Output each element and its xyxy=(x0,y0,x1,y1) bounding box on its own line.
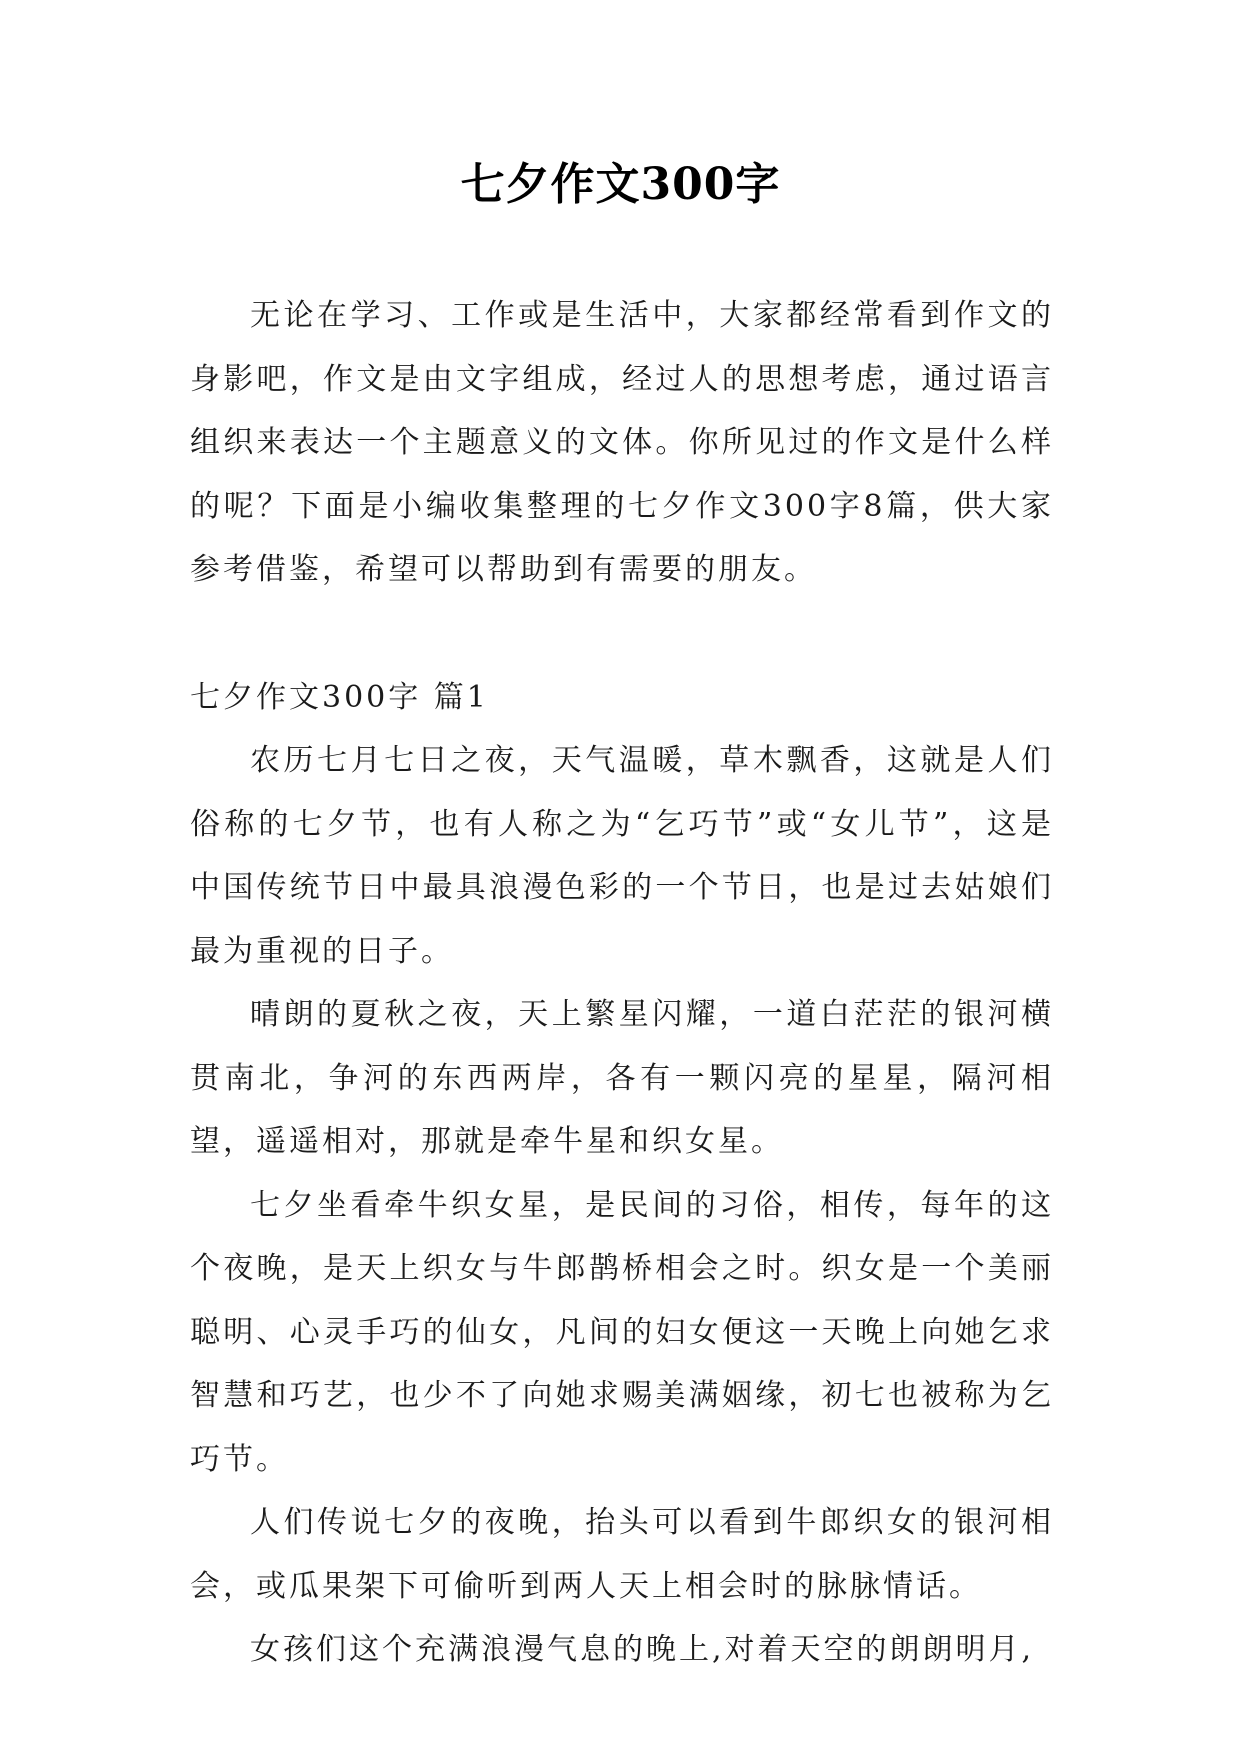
body-paragraph-4: 人们传说七夕的夜晚，抬头可以看到牛郎织女的银河相会，或瓜果架下可偷听到两人天上相会时的脉脉情话。 xyxy=(190,1505,1054,1604)
document-body xyxy=(190,284,1054,1682)
body-paragraph-1: 农历七月七日之夜，天气温暖，草木飘香，这就是人们俗称的七夕节，也有人称之为“乞巧节”或“女儿节”，这是中国传统节日中最具浪漫色彩的一个节日，也是过去姑娘们最为重视的日子。 xyxy=(190,743,1054,969)
body-paragraph-3: 七夕坐看牵牛织女星，是民间的习俗，相传，每年的这个夜晚，是天上织女与牛郎鹊桥相会之时。织女是一个美丽聪明、心灵手巧的仙女，凡间的妇女便这一天晚上向她乞求智慧和巧艺，也少不了向她求赐美满姻缘，初七也被称为乞巧节。 xyxy=(190,1187,1054,1477)
body-paragraph-5: 女孩们这个充满浪漫气息的晚上,对着天空的朗朗明月, xyxy=(250,1632,1035,1667)
intro-paragraph: 无论在学习、工作或是生活中，大家都经常看到作文的身影吧，作文是由文字组成，经过人的思想考虑，通过语言组织来表达一个主题意义的文体。你所见过的作文是什么样的呢？下面是小编收集整理的七夕作文300字8篇，供大家参考借鉴，希望可以帮助到有需要的朋友。 xyxy=(190,298,1054,587)
document-title: 七夕作文300字 xyxy=(460,159,781,210)
section-heading: 七夕作文300字 篇1 xyxy=(190,679,489,715)
body-paragraph-2: 晴朗的夏秋之夜，天上繁星闪耀，一道白茫茫的银河横贯南北，争河的东西两岸，各有一颗闪亮的星星，隔河相望，遥遥相对，那就是牵牛星和织女星。 xyxy=(190,997,1054,1159)
